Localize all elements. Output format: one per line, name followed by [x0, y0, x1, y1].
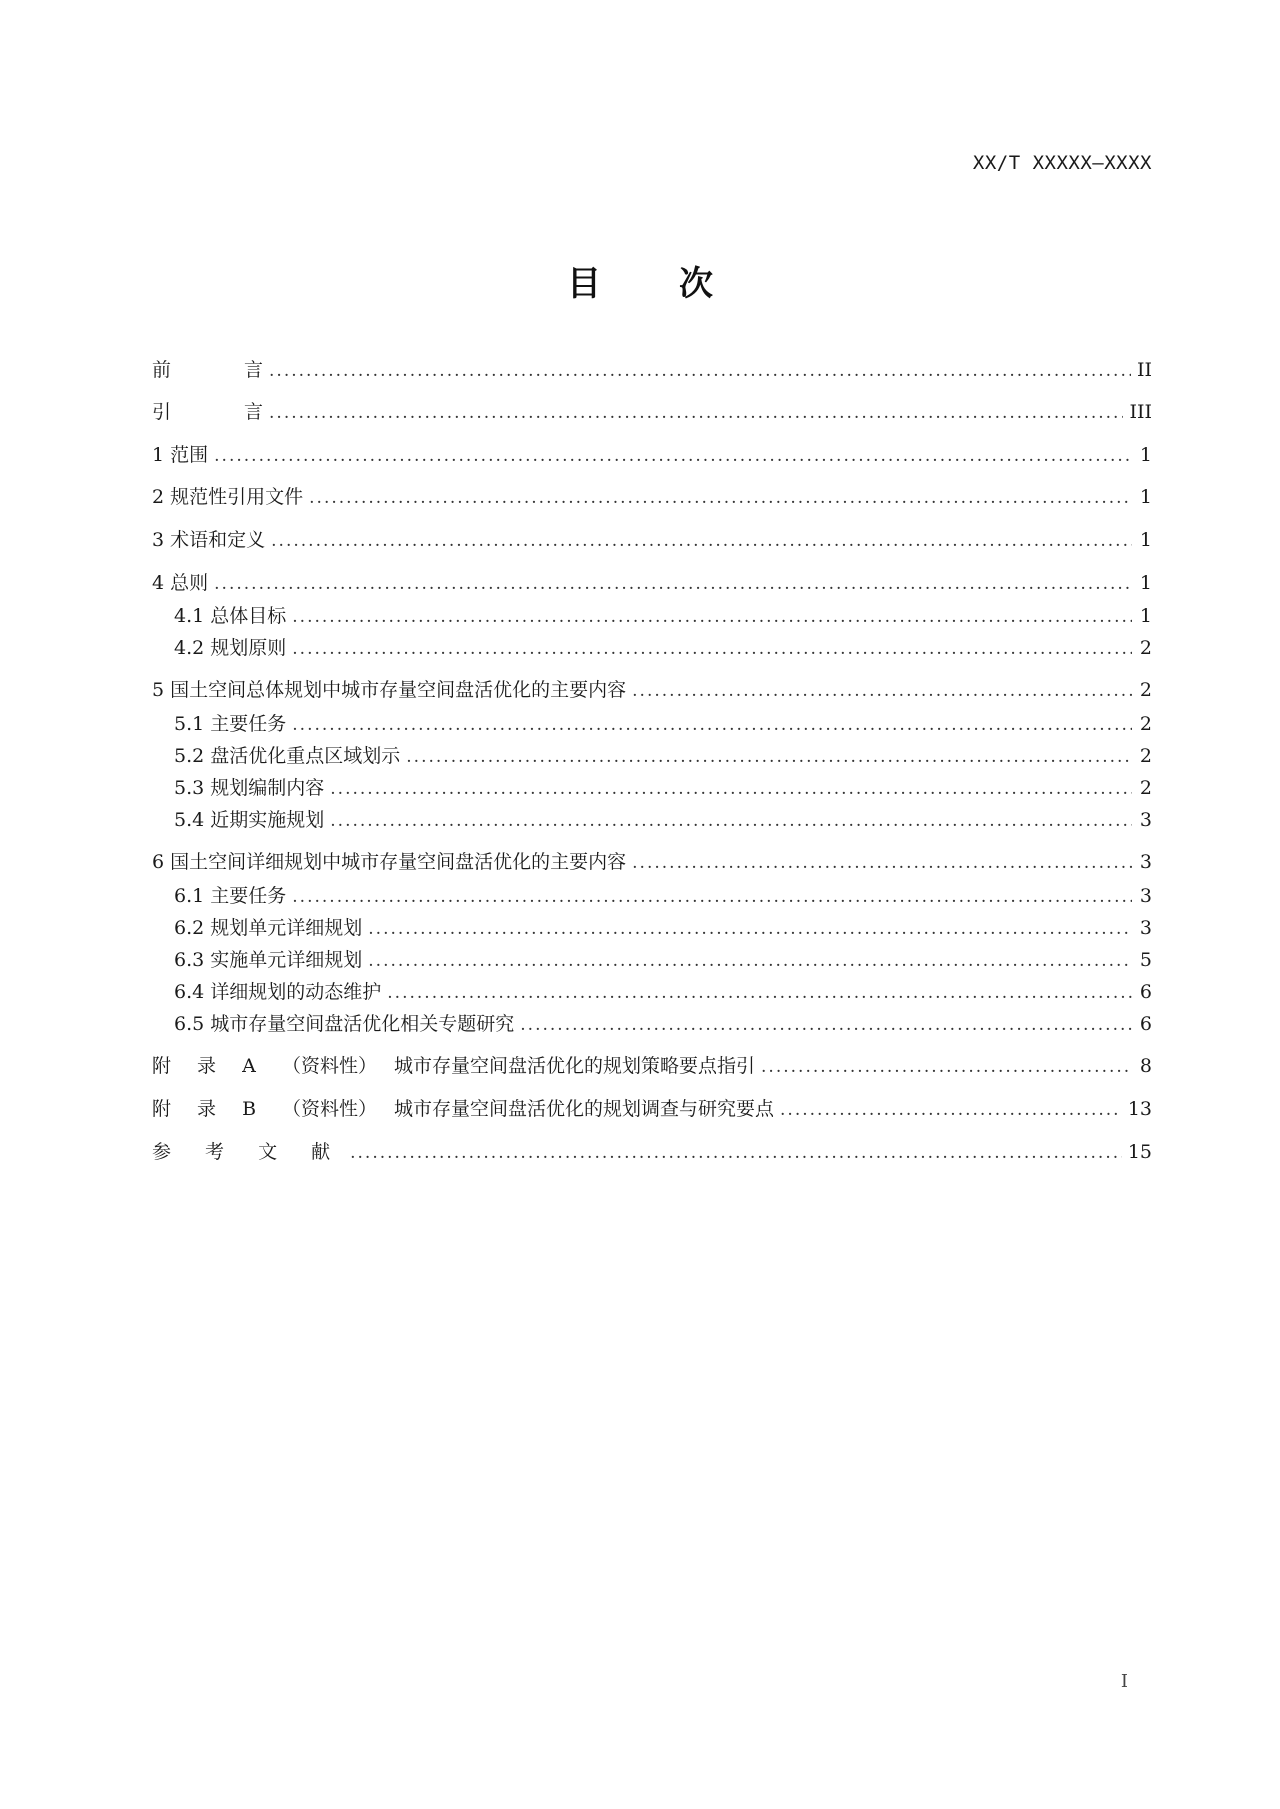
toc-leader-dots: [406, 744, 1132, 770]
toc-leader-dots: [214, 443, 1132, 469]
toc-entry-label: 5.3 规划编制内容: [174, 777, 325, 799]
toc-leader-dots: [271, 528, 1132, 554]
toc-page-number: 2: [1139, 679, 1152, 701]
toc-subentry[interactable]: [174, 807, 1152, 833]
toc-entry-label: 6.2 规划单元详细规划: [174, 917, 363, 939]
toc-leader-dots: [780, 1097, 1122, 1123]
toc-entry-appendix-a[interactable]: [152, 1053, 1152, 1079]
toc-subentry[interactable]: [174, 915, 1152, 941]
toc-leader-dots: [520, 1012, 1132, 1038]
toc-page-number: 6: [1139, 981, 1152, 1003]
toc-page-number: 3: [1139, 851, 1152, 873]
toc-subentry[interactable]: [174, 979, 1152, 1005]
toc-entry-label: 附 录 A （资料性） 城市存量空间盘活优化的规划策略要点指引: [152, 1055, 756, 1077]
toc-page-number: 1: [1139, 605, 1152, 627]
toc-page-number: 2: [1139, 713, 1152, 735]
toc-subentry[interactable]: [174, 883, 1152, 909]
toc-leader-dots: [368, 916, 1132, 942]
toc-entry-label: 1 范围: [152, 444, 209, 466]
toc-leader-dots: [309, 485, 1132, 511]
toc-leader-dots: [368, 948, 1132, 974]
toc-page-number: 1: [1139, 444, 1152, 466]
toc-subentry[interactable]: [174, 947, 1152, 973]
toc-entry-label: 4 总则: [152, 572, 209, 594]
toc-leader-dots: [292, 636, 1132, 662]
toc-page-number: 6: [1139, 1013, 1152, 1035]
toc-leader-dots: [214, 571, 1132, 597]
toc-entry-label: 6.3 实施单元详细规划: [174, 949, 363, 971]
toc-leader-dots: [761, 1054, 1132, 1080]
toc-leader-dots: [632, 678, 1132, 704]
toc-entry-label: 6 国土空间详细规划中城市存量空间盘活优化的主要内容: [152, 851, 627, 873]
toc-entry[interactable]: [152, 442, 1152, 468]
toc-subentry[interactable]: [174, 743, 1152, 769]
toc-page-number: 5: [1139, 949, 1152, 971]
toc-entry-label: 5.4 近期实施规划: [174, 809, 325, 831]
toc-entry-label: 6.4 详细规划的动态维护: [174, 981, 382, 1003]
toc-page-number: 13: [1127, 1098, 1152, 1120]
toc-subentry[interactable]: [174, 1011, 1152, 1037]
toc-leader-dots: [330, 808, 1132, 834]
toc-page-number: III: [1129, 401, 1152, 423]
toc-entry-foreword[interactable]: [152, 357, 1152, 383]
toc-entry-label: 前 言: [152, 359, 264, 381]
toc-entry[interactable]: [152, 570, 1152, 596]
toc-entry[interactable]: [152, 849, 1152, 875]
toc-entry[interactable]: [152, 484, 1152, 510]
toc-entry-label: 附 录 B （资料性） 城市存量空间盘活优化的规划调查与研究要点: [152, 1098, 775, 1120]
toc-page-number: 1: [1139, 572, 1152, 594]
toc-page-number: II: [1136, 359, 1152, 381]
toc-leader-dots: [269, 358, 1131, 384]
document-code: XX/T XXXXX—XXXX: [972, 152, 1152, 174]
toc-leader-dots: [330, 776, 1132, 802]
toc-page-number: 3: [1139, 809, 1152, 831]
toc-entry-label: 4.2 规划原则: [174, 637, 287, 659]
toc-page-number: 3: [1139, 885, 1152, 907]
toc-subentry[interactable]: [174, 711, 1152, 737]
toc-leader-dots: [292, 884, 1132, 910]
toc-page-number: 15: [1127, 1141, 1152, 1163]
toc-page-number: 8: [1139, 1055, 1152, 1077]
toc-leader-dots: [292, 604, 1132, 630]
toc-page-number: 1: [1139, 529, 1152, 551]
toc-leader-dots: [387, 980, 1132, 1006]
toc-leader-dots: [350, 1140, 1122, 1166]
toc-entry[interactable]: [152, 527, 1152, 553]
toc-subentry[interactable]: [174, 603, 1152, 629]
toc-page-number: 2: [1139, 637, 1152, 659]
toc-entry-label: 6.1 主要任务: [174, 885, 287, 907]
toc-entry-label: 6.5 城市存量空间盘活优化相关专题研究: [174, 1013, 515, 1035]
toc-entry-label: 5 国土空间总体规划中城市存量空间盘活优化的主要内容: [152, 679, 627, 701]
toc-page-number: 2: [1139, 777, 1152, 799]
toc-page-number: 1: [1139, 486, 1152, 508]
toc-entry-label: 5.2 盘活优化重点区域划示: [174, 745, 401, 767]
page-number: I: [1120, 1671, 1128, 1692]
toc-entry-label: 3 术语和定义: [152, 529, 266, 551]
toc-entry-label: 5.1 主要任务: [174, 713, 287, 735]
toc-entry-appendix-b[interactable]: [152, 1096, 1152, 1122]
toc-leader-dots: [269, 400, 1123, 426]
toc-subentry[interactable]: [174, 635, 1152, 661]
toc-entry-label: 2 规范性引用文件: [152, 486, 304, 508]
toc-entry-label: 参 考 文 献: [152, 1141, 345, 1163]
toc-entry-label: 引 言: [152, 401, 264, 423]
toc-entry-label: 4.1 总体目标: [174, 605, 287, 627]
toc-page-number: 3: [1139, 917, 1152, 939]
toc-entry-references[interactable]: [152, 1139, 1152, 1165]
toc-page-number: 2: [1139, 745, 1152, 767]
toc-subentry[interactable]: [174, 775, 1152, 801]
toc-entry-introduction[interactable]: [152, 399, 1152, 425]
toc-entry[interactable]: [152, 677, 1152, 703]
toc-leader-dots: [292, 712, 1132, 738]
page-title: 目次: [567, 264, 791, 304]
toc-leader-dots: [632, 850, 1132, 876]
